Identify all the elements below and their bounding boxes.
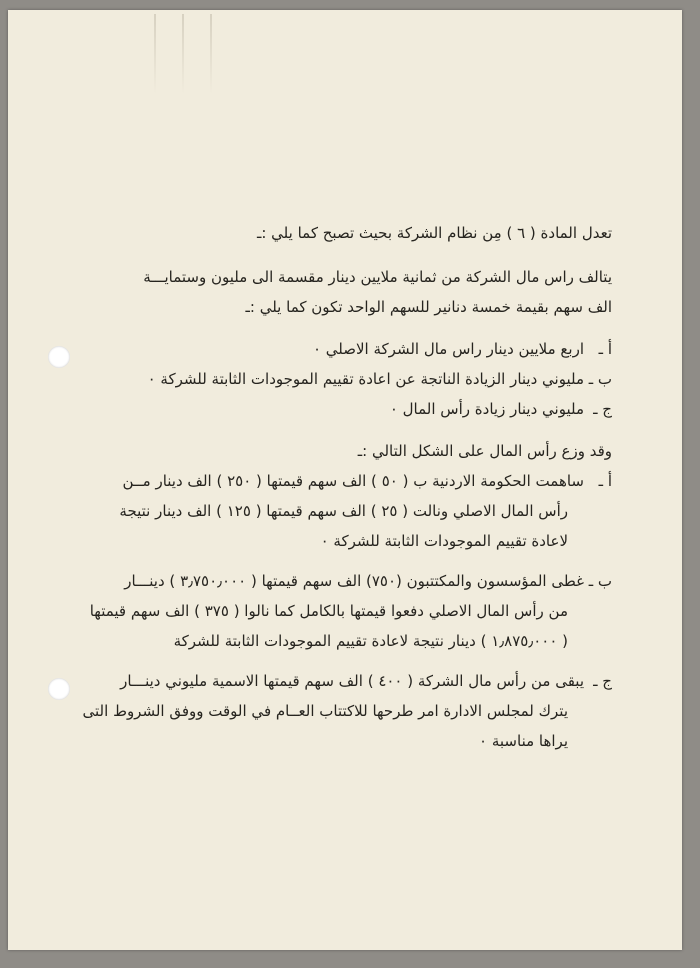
composition-item	[88, 334, 612, 364]
punch-hole	[48, 346, 70, 368]
distribution-item	[88, 566, 612, 596]
distribution-heading: وقد وزع رأس المال على الشكل التالي :ـ	[357, 442, 612, 460]
item-text: اربع ملايين دينار راس مال الشركة الاصلي ٠	[312, 340, 584, 358]
item-continuation: لاعادة تقييم الموجودات الثابتة للشركة ٠	[320, 532, 568, 550]
item-text: مليوني دينار زيادة رأس المال ٠	[389, 400, 584, 418]
item-continuation: ( ١٫٨٧٥٫٠٠٠ ) دينار نتيجة لاعادة تقييم الموجودات الثابتة للشركة	[173, 632, 568, 650]
item-text: غطى المؤسسون والمكتتبون (٧٥٠) الف سهم قيمتها ( ٣٫٧٥٠٫٠٠٠ ) دينـــار	[124, 572, 584, 590]
distribution-item	[88, 666, 612, 696]
document-page	[8, 10, 682, 950]
document-body	[82, 218, 612, 756]
distribution-item	[88, 466, 612, 496]
capital-line: الف سهم بقيمة خمسة دنانير للسهم الواحد تكون كما يلي :ـ	[245, 298, 612, 316]
item-marker: ب ـ	[588, 370, 612, 388]
paper-crease	[154, 14, 156, 94]
item-text: يبقى من رأس مال الشركة ( ٤٠٠ ) الف سهم قيمتها الاسمية مليوني دينـــار	[120, 672, 584, 690]
item-continuation: من رأس المال الاصلي دفعوا قيمتها بالكامل كما نالوا ( ٣٧٥ ) الف سهم قيمتها	[89, 602, 568, 620]
item-marker: ج ـ	[593, 400, 612, 418]
composition-item	[88, 394, 612, 424]
item-marker: أ ـ	[598, 340, 612, 358]
item-continuation: رأس المال الاصلي ونالت ( ٢٥ ) الف سهم قيمتها ( ١٢٥ ) الف دينار نتيجة	[119, 502, 568, 520]
item-marker: ج ـ	[593, 672, 612, 690]
paper-crease	[210, 14, 212, 94]
capital-line: يتالف راس مال الشركة من ثمانية ملايين دينار مقسمة الى مليون وستمايـــة	[143, 268, 612, 286]
item-continuation: يراها مناسبة ٠	[479, 732, 568, 750]
item-marker: أ ـ	[598, 472, 612, 490]
item-continuation: يترك لمجلس الادارة امر طرحها للاكتتاب العــام في الوقت ووفق الشروط التى	[82, 702, 568, 720]
composition-item	[88, 364, 612, 394]
item-marker: ب ـ	[588, 572, 612, 590]
punch-hole	[48, 678, 70, 700]
intro-line: تعدل المادة ( ٦ ) مِن نظام الشركة بحيث تصبح كما يلي :ـ	[256, 224, 612, 242]
item-text: مليوني دينار الزيادة الناتجة عن اعادة تقييم الموجودات الثابتة للشركة ٠	[147, 370, 584, 388]
paper-crease	[182, 14, 184, 94]
item-text: ساهمت الحكومة الاردنية ب ( ٥٠ ) الف سهم قيمتها ( ٢٥٠ ) الف دينار مــن	[122, 472, 584, 490]
